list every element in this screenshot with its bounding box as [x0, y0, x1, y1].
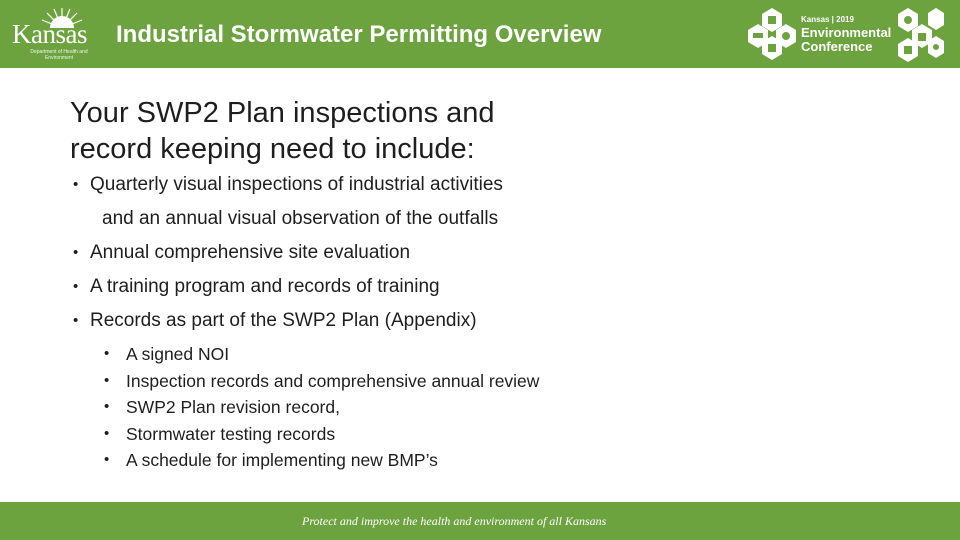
bullet-text: • Annual comprehensive site evaluation [90, 242, 411, 263]
sub-bullet-item: • Stormwater testing records [104, 421, 624, 448]
sub-bullet-item: • Inspection records and comprehensive annual review [104, 368, 624, 395]
slide-title [70, 95, 670, 167]
sub-bullet-item: • A schedule for implementing new BMP’s [104, 447, 624, 474]
bullet-item [70, 276, 630, 298]
footer-tagline: Protect and improve the health and environment of all Kansans [302, 514, 607, 528]
slide-title-line2: record keeping need to include: [70, 133, 475, 165]
conference-name [801, 26, 891, 54]
conference-year: Kansas | 2019 [801, 15, 854, 24]
bullet-text-continued: and an annual visual observation of the outfalls [102, 208, 499, 229]
header-title: Industrial Stormwater Permitting Overview [116, 21, 602, 48]
agency-name: Department of Health and Environment [30, 49, 88, 61]
bullet-text: • A training program and records of training [90, 276, 440, 297]
hexagon-cluster-icon [746, 6, 798, 62]
sub-bullet-item: • A signed NOI [104, 341, 624, 368]
conference-name-line2: Conference [801, 39, 873, 54]
bullet-item [70, 310, 630, 332]
kdhe-logo [10, 6, 94, 62]
slide-title-line1: Your SWP2 Plan inspections and [70, 97, 495, 129]
kansas-wordmark: Kansas [12, 19, 87, 49]
bullet-text: • Records as part of the SWP2 Plan (Appendix) [90, 310, 477, 331]
bullet-item [70, 174, 630, 230]
recycle-hexagon-icon [894, 6, 946, 62]
sub-bullet-list [104, 341, 624, 474]
bullet-item [70, 242, 630, 264]
sub-bullet-item: • SWP2 Plan revision record, [104, 394, 624, 421]
bullet-list [70, 174, 630, 344]
environmental-conference-logo [746, 6, 950, 62]
bullet-text: • Quarterly visual inspections of industrial activities [90, 174, 503, 195]
conference-name-line1: Environmental [801, 25, 892, 40]
